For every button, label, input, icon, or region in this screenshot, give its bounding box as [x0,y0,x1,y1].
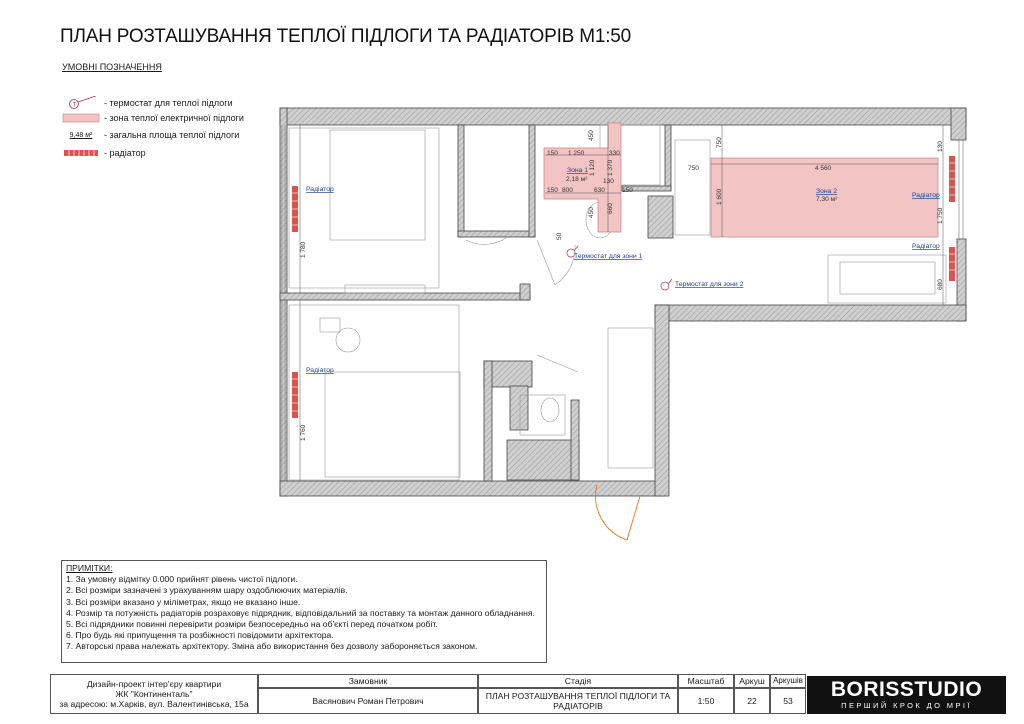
dim-1750: 1 750 [937,207,944,224]
legend-label: - радіатор [104,148,146,158]
dim-130b: 130 [937,141,944,152]
note-line: 7. Авторські права належать архітектору. Зміна або використання без дозволу забороняється законом. [66,641,478,652]
notes-box [61,560,547,663]
note-line: 1. За умовну відмітку 0.000 прийнят рівень чистої підлоги. [66,574,298,585]
radiator-label-3: Радіатор [912,192,940,199]
dim-1120: 1 120 [589,159,596,176]
logo-text: BORISSTUDIO [830,678,983,701]
sheet-header: Аркуш [734,674,770,688]
dim-1600: 1 600 [716,188,723,205]
thermostat-1-label: Термостат для зони 1 [574,253,643,260]
note-line: 3. Всі розміри вказано у міліметрах, якщо не вказано інше. [66,596,301,607]
notes-heading: ПРИМІТКИ: [66,563,113,573]
dim-150a: 150 [547,150,558,157]
dim-150b: 150 [547,187,558,194]
zone-2-area: 7,30 м² [816,196,838,203]
project-line-1: Дизайн-проект інтер'єру квартири [86,679,222,689]
dim-1250: 1 250 [568,150,585,157]
title-block [50,674,1006,714]
logo-tagline: ПЕРШИЙ КРОК ДО МРІЇ [841,701,972,710]
zone-1-name: Зона 1 [567,167,589,174]
borisstudio-logo [807,676,1006,714]
note-line: 2. Всі розміри зазначені з урахуванням шару оздоблюючих матеріалів. [66,585,348,596]
project-line-3: за адресою: м.Харків, вул. Валентинівська, 15а [59,699,249,709]
dim-1370: 1 370 [607,159,614,176]
dim-130a: 130 [603,178,614,185]
dim-630: 630 [594,187,605,194]
dim-680: 680 [937,279,944,290]
stage-header: Стадія [478,674,678,688]
zone-1-area: 2,18 м² [566,176,588,183]
area-sample: 9,48 м² [69,131,93,139]
dim-1780: 1 780 [300,241,307,258]
thermostat-2 [661,279,672,290]
legend-label: - загальна площа теплої підлоги [104,130,240,140]
legend-heading: УМОВНІ ПОЗНАЧЕННЯ [62,62,162,72]
sheet-value: 22 [734,688,770,714]
dim-4560: 4 560 [815,165,832,172]
thermostat-2-label: Термостат для зони 2 [675,281,744,288]
client-value: Васянович Роман Петрович [258,688,478,714]
dim-450a: 450 [588,130,595,141]
dim-50: 50 [556,232,563,240]
radiator-living-2 [949,247,955,281]
dim-750b: 750 [716,137,723,148]
dim-750a: 750 [688,165,699,172]
dim-330: 330 [609,150,620,157]
dim-1760: 1 760 [300,424,307,441]
radiator-label-4: Радіатор [912,243,940,250]
svg-text:T: T [72,102,77,109]
radiator-label-2: Радіатор [306,367,334,374]
zone-2-name: Зона 2 [816,188,838,195]
scale-value: 1:50 [678,688,734,714]
dim-150c: 150 [622,187,633,194]
sheets-value: 53 [770,688,806,714]
scale-header: Масштаб [678,674,734,688]
legend-label: - термостат для теплої підлоги [104,98,233,108]
dim-450b: 450 [588,207,595,218]
stage-value: ПЛАН РОЗТАШУВАННЯ ТЕПЛОЇ ПІДЛОГИ ТА РАДІАТОРІВ [478,688,678,714]
client-header: Замовник [258,674,478,688]
sheets-header: Аркушів [770,674,806,688]
project-info [50,674,258,714]
note-line: 4. Розмір та потужність радіаторів розраховує підрядник, відповідальний за поставку та монтаж данного обладнання. [66,607,535,618]
legend-label: - зона теплої електричної підлоги [104,113,244,123]
note-line: 6. Про будь які припущення та розбіжності повідомити архітектора. [66,630,334,641]
dim-660: 660 [607,203,614,214]
note-line: 5. Всі підрядники повинні перевірити розміри безпосередньо на об'єкті перед початком робіт. [66,619,438,630]
dim-800: 800 [562,187,573,194]
page-title: ПЛАН РОЗТАШУВАННЯ ТЕПЛОЇ ПІДЛОГИ ТА РАДІАТОРІВ М1:50 [60,26,632,47]
project-line-2: ЖК "Континенталь" [115,689,193,699]
radiator-label-1: Радіатор [306,186,334,193]
